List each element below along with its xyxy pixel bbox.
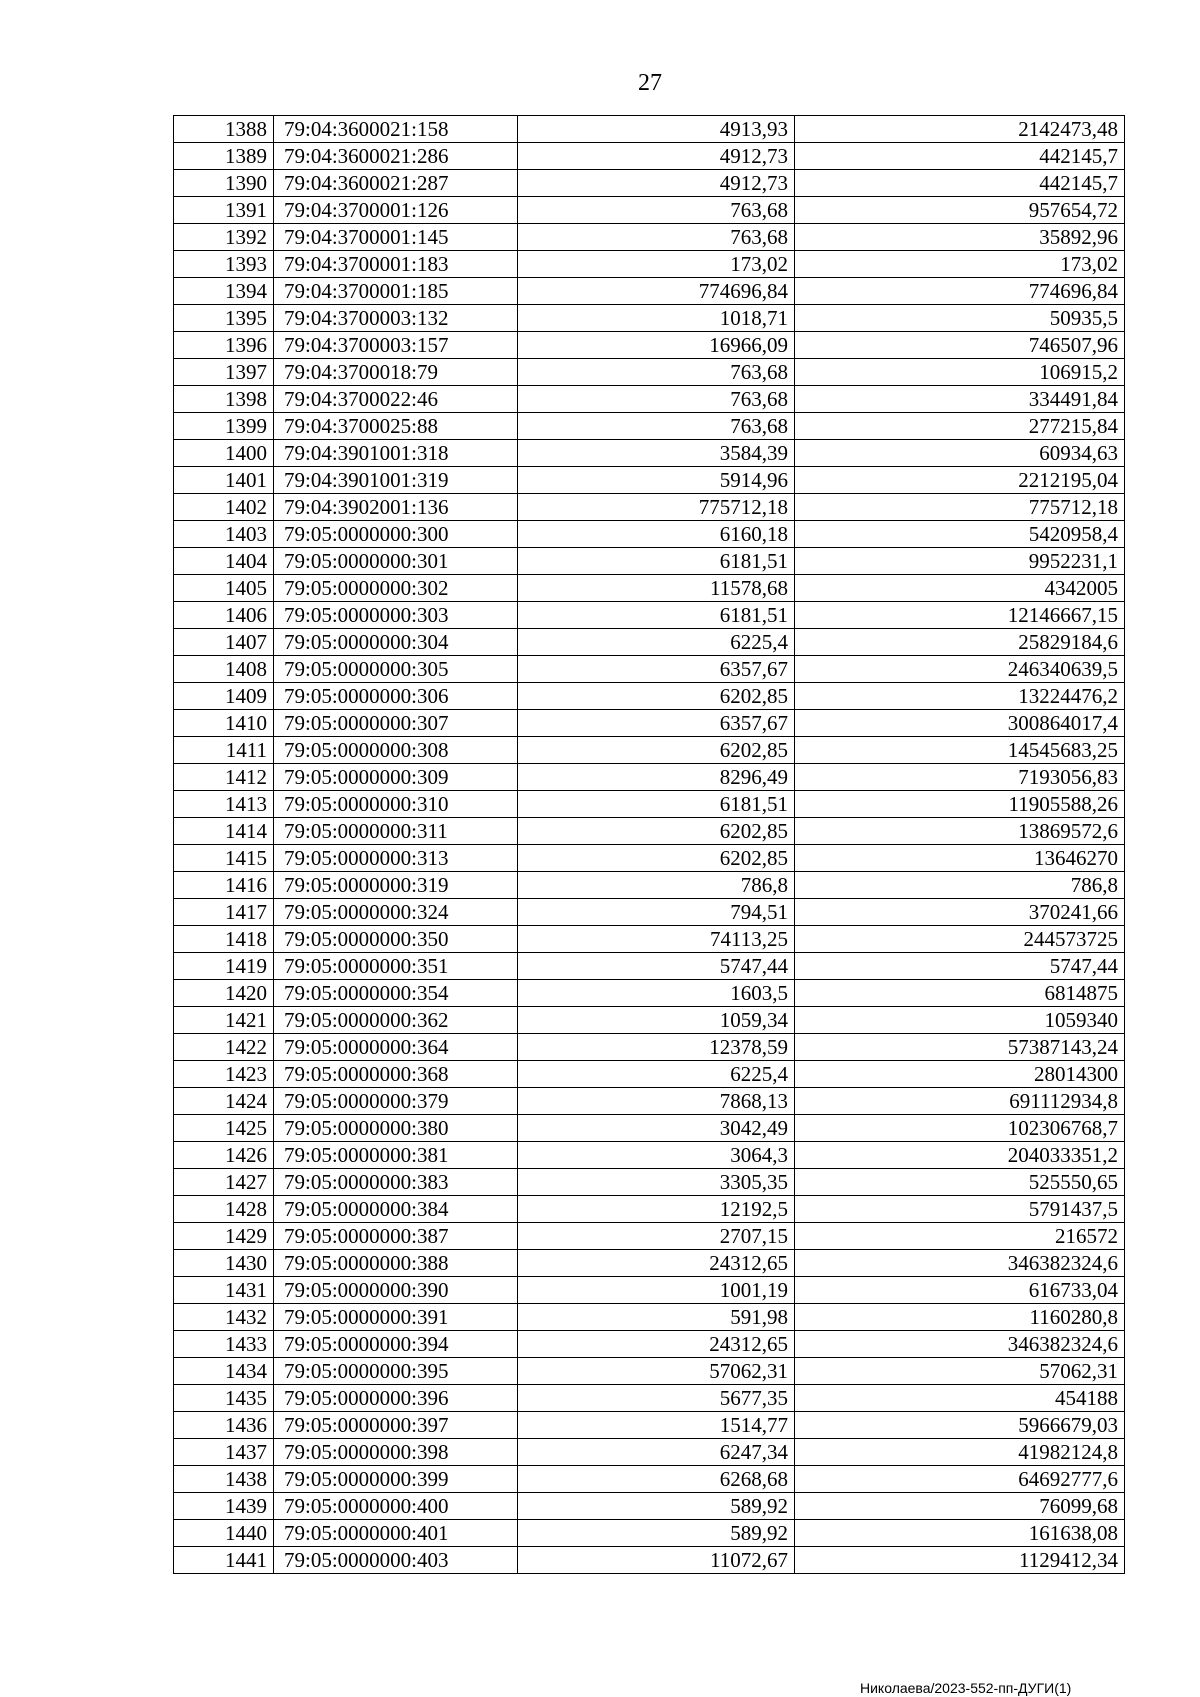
cadastral-number-cell: 79:04:3700003:132 (274, 305, 518, 332)
cadastral-number-cell: 79:05:0000000:383 (274, 1169, 518, 1196)
row-number-cell: 1393 (174, 251, 274, 278)
area-value-cell: 7868,13 (518, 1088, 795, 1115)
row-number-cell: 1391 (174, 197, 274, 224)
area-value-cell: 5677,35 (518, 1385, 795, 1412)
cadastral-number-cell: 79:04:3700003:157 (274, 332, 518, 359)
footer-doc-reference: Николаева/2023-552-пп-ДУГИ(1) (860, 1680, 1072, 1696)
table-row (174, 278, 1125, 305)
table-row (174, 521, 1125, 548)
table-row (174, 386, 1125, 413)
row-number-cell: 1406 (174, 602, 274, 629)
table-body (174, 116, 1125, 1574)
table-row (174, 602, 1125, 629)
row-number-cell: 1423 (174, 1061, 274, 1088)
cost-value-cell: 775712,18 (795, 494, 1125, 521)
table-row (174, 953, 1125, 980)
table-row (174, 1142, 1125, 1169)
area-value-cell: 589,92 (518, 1493, 795, 1520)
cadastral-number-cell: 79:04:3600021:286 (274, 143, 518, 170)
area-value-cell: 4912,73 (518, 143, 795, 170)
cadastral-number-cell: 79:05:0000000:319 (274, 872, 518, 899)
row-number-cell: 1411 (174, 737, 274, 764)
area-value-cell: 6225,4 (518, 629, 795, 656)
cost-value-cell: 4342005 (795, 575, 1125, 602)
cadastral-number-cell: 79:05:0000000:305 (274, 656, 518, 683)
table-row (174, 332, 1125, 359)
row-number-cell: 1438 (174, 1466, 274, 1493)
cost-value-cell: 204033351,2 (795, 1142, 1125, 1169)
cost-value-cell: 102306768,7 (795, 1115, 1125, 1142)
cost-value-cell: 957654,72 (795, 197, 1125, 224)
table-row (174, 872, 1125, 899)
row-number-cell: 1399 (174, 413, 274, 440)
table-row (174, 818, 1125, 845)
row-number-cell: 1437 (174, 1439, 274, 1466)
area-value-cell: 1018,71 (518, 305, 795, 332)
row-number-cell: 1428 (174, 1196, 274, 1223)
cadastral-number-cell: 79:05:0000000:310 (274, 791, 518, 818)
area-value-cell: 763,68 (518, 224, 795, 251)
cost-value-cell: 525550,65 (795, 1169, 1125, 1196)
cost-value-cell: 5420958,4 (795, 521, 1125, 548)
area-value-cell: 3584,39 (518, 440, 795, 467)
cost-value-cell: 6814875 (795, 980, 1125, 1007)
cost-value-cell: 41982124,8 (795, 1439, 1125, 1466)
row-number-cell: 1424 (174, 1088, 274, 1115)
cost-value-cell: 50935,5 (795, 305, 1125, 332)
area-value-cell: 24312,65 (518, 1331, 795, 1358)
row-number-cell: 1405 (174, 575, 274, 602)
table-row (174, 683, 1125, 710)
cost-value-cell: 442145,7 (795, 170, 1125, 197)
cadastral-number-cell: 79:05:0000000:302 (274, 575, 518, 602)
cadastral-number-cell: 79:05:0000000:362 (274, 1007, 518, 1034)
row-number-cell: 1412 (174, 764, 274, 791)
cadastral-number-cell: 79:04:3901001:319 (274, 467, 518, 494)
cost-value-cell: 60934,63 (795, 440, 1125, 467)
area-value-cell: 11578,68 (518, 575, 795, 602)
cadastral-number-cell: 79:05:0000000:364 (274, 1034, 518, 1061)
area-value-cell: 6247,34 (518, 1439, 795, 1466)
table-row (174, 359, 1125, 386)
row-number-cell: 1439 (174, 1493, 274, 1520)
table-row (174, 413, 1125, 440)
table-row (174, 494, 1125, 521)
row-number-cell: 1404 (174, 548, 274, 575)
cadastral-number-cell: 79:05:0000000:311 (274, 818, 518, 845)
table-row (174, 845, 1125, 872)
table-row (174, 1061, 1125, 1088)
row-number-cell: 1436 (174, 1412, 274, 1439)
area-value-cell: 6202,85 (518, 818, 795, 845)
cost-value-cell: 28014300 (795, 1061, 1125, 1088)
table-row (174, 1250, 1125, 1277)
table-row (174, 1169, 1125, 1196)
table-row (174, 1412, 1125, 1439)
area-value-cell: 6160,18 (518, 521, 795, 548)
table-row (174, 926, 1125, 953)
cost-value-cell: 774696,84 (795, 278, 1125, 305)
cadastral-number-cell: 79:05:0000000:403 (274, 1547, 518, 1574)
cost-value-cell: 5966679,03 (795, 1412, 1125, 1439)
cost-value-cell: 1160280,8 (795, 1304, 1125, 1331)
cost-value-cell: 9952231,1 (795, 548, 1125, 575)
cost-value-cell: 334491,84 (795, 386, 1125, 413)
row-number-cell: 1388 (174, 116, 274, 143)
table-row (174, 1277, 1125, 1304)
table-row (174, 1223, 1125, 1250)
cadastral-number-cell: 79:04:3700001:183 (274, 251, 518, 278)
table-row (174, 575, 1125, 602)
row-number-cell: 1401 (174, 467, 274, 494)
cost-value-cell: 76099,68 (795, 1493, 1125, 1520)
cost-value-cell: 691112934,8 (795, 1088, 1125, 1115)
table-row (174, 440, 1125, 467)
table-row (174, 1007, 1125, 1034)
area-value-cell: 11072,67 (518, 1547, 795, 1574)
cost-value-cell: 1059340 (795, 1007, 1125, 1034)
table-row (174, 251, 1125, 278)
row-number-cell: 1414 (174, 818, 274, 845)
cost-value-cell: 25829184,6 (795, 629, 1125, 656)
table-row (174, 1034, 1125, 1061)
table-row (174, 1196, 1125, 1223)
cost-value-cell: 13869572,6 (795, 818, 1125, 845)
data-table (173, 115, 1125, 1574)
cadastral-number-cell: 79:04:3600021:287 (274, 170, 518, 197)
cost-value-cell: 786,8 (795, 872, 1125, 899)
cadastral-number-cell: 79:04:3700022:46 (274, 386, 518, 413)
table-row (174, 980, 1125, 1007)
row-number-cell: 1402 (174, 494, 274, 521)
row-number-cell: 1407 (174, 629, 274, 656)
row-number-cell: 1417 (174, 899, 274, 926)
cadastral-number-cell: 79:05:0000000:309 (274, 764, 518, 791)
cadastral-number-cell: 79:05:0000000:390 (274, 1277, 518, 1304)
cadastral-number-cell: 79:05:0000000:400 (274, 1493, 518, 1520)
row-number-cell: 1413 (174, 791, 274, 818)
row-number-cell: 1392 (174, 224, 274, 251)
area-value-cell: 6225,4 (518, 1061, 795, 1088)
cadastral-number-cell: 79:05:0000000:396 (274, 1385, 518, 1412)
cadastral-number-cell: 79:05:0000000:397 (274, 1412, 518, 1439)
cost-value-cell: 300864017,4 (795, 710, 1125, 737)
row-number-cell: 1390 (174, 170, 274, 197)
table-row (174, 143, 1125, 170)
cost-value-cell: 11905588,26 (795, 791, 1125, 818)
row-number-cell: 1434 (174, 1358, 274, 1385)
table-row (174, 1466, 1125, 1493)
area-value-cell: 3305,35 (518, 1169, 795, 1196)
cadastral-number-cell: 79:05:0000000:354 (274, 980, 518, 1007)
cost-value-cell: 1129412,34 (795, 1547, 1125, 1574)
table-row (174, 764, 1125, 791)
area-value-cell: 6268,68 (518, 1466, 795, 1493)
cost-value-cell: 370241,66 (795, 899, 1125, 926)
cost-value-cell: 5791437,5 (795, 1196, 1125, 1223)
area-value-cell: 775712,18 (518, 494, 795, 521)
row-number-cell: 1430 (174, 1250, 274, 1277)
area-value-cell: 786,8 (518, 872, 795, 899)
row-number-cell: 1395 (174, 305, 274, 332)
area-value-cell: 173,02 (518, 251, 795, 278)
row-number-cell: 1394 (174, 278, 274, 305)
table-row (174, 737, 1125, 764)
cadastral-number-cell: 79:05:0000000:398 (274, 1439, 518, 1466)
cost-value-cell: 2212195,04 (795, 467, 1125, 494)
row-number-cell: 1427 (174, 1169, 274, 1196)
area-value-cell: 589,92 (518, 1520, 795, 1547)
cost-value-cell: 173,02 (795, 251, 1125, 278)
row-number-cell: 1400 (174, 440, 274, 467)
cadastral-number-cell: 79:05:0000000:324 (274, 899, 518, 926)
cost-value-cell: 346382324,6 (795, 1331, 1125, 1358)
area-value-cell: 763,68 (518, 386, 795, 413)
cadastral-number-cell: 79:04:3901001:318 (274, 440, 518, 467)
area-value-cell: 6202,85 (518, 845, 795, 872)
cadastral-number-cell: 79:04:3700018:79 (274, 359, 518, 386)
row-number-cell: 1415 (174, 845, 274, 872)
cadastral-number-cell: 79:04:3700001:126 (274, 197, 518, 224)
area-value-cell: 1603,5 (518, 980, 795, 1007)
cost-value-cell: 346382324,6 (795, 1250, 1125, 1277)
cost-value-cell: 161638,08 (795, 1520, 1125, 1547)
area-value-cell: 6202,85 (518, 683, 795, 710)
area-value-cell: 4912,73 (518, 170, 795, 197)
table-row (174, 629, 1125, 656)
cadastral-number-cell: 79:04:3700025:88 (274, 413, 518, 440)
row-number-cell: 1419 (174, 953, 274, 980)
cost-value-cell: 442145,7 (795, 143, 1125, 170)
cost-value-cell: 7193056,83 (795, 764, 1125, 791)
table-row (174, 1088, 1125, 1115)
area-value-cell: 763,68 (518, 359, 795, 386)
area-value-cell: 6181,51 (518, 548, 795, 575)
row-number-cell: 1403 (174, 521, 274, 548)
area-value-cell: 6202,85 (518, 737, 795, 764)
table-row (174, 791, 1125, 818)
table-row (174, 170, 1125, 197)
row-number-cell: 1426 (174, 1142, 274, 1169)
row-number-cell: 1422 (174, 1034, 274, 1061)
cost-value-cell: 64692777,6 (795, 1466, 1125, 1493)
area-value-cell: 24312,65 (518, 1250, 795, 1277)
row-number-cell: 1396 (174, 332, 274, 359)
area-value-cell: 12192,5 (518, 1196, 795, 1223)
row-number-cell: 1429 (174, 1223, 274, 1250)
table-row (174, 1439, 1125, 1466)
cadastral-number-cell: 79:05:0000000:350 (274, 926, 518, 953)
row-number-cell: 1420 (174, 980, 274, 1007)
area-value-cell: 3064,3 (518, 1142, 795, 1169)
cadastral-number-cell: 79:05:0000000:303 (274, 602, 518, 629)
area-value-cell: 763,68 (518, 413, 795, 440)
row-number-cell: 1397 (174, 359, 274, 386)
table-row (174, 116, 1125, 143)
cadastral-number-cell: 79:05:0000000:306 (274, 683, 518, 710)
data-table-container (173, 115, 1125, 1574)
page-number: 27 (638, 70, 662, 96)
cadastral-number-cell: 79:05:0000000:391 (274, 1304, 518, 1331)
row-number-cell: 1398 (174, 386, 274, 413)
cadastral-number-cell: 79:05:0000000:401 (274, 1520, 518, 1547)
area-value-cell: 16966,09 (518, 332, 795, 359)
table-row (174, 1358, 1125, 1385)
row-number-cell: 1431 (174, 1277, 274, 1304)
cost-value-cell: 216572 (795, 1223, 1125, 1250)
table-row (174, 710, 1125, 737)
cost-value-cell: 57387143,24 (795, 1034, 1125, 1061)
area-value-cell: 1514,77 (518, 1412, 795, 1439)
area-value-cell: 5914,96 (518, 467, 795, 494)
cost-value-cell: 454188 (795, 1385, 1125, 1412)
cadastral-number-cell: 79:05:0000000:379 (274, 1088, 518, 1115)
row-number-cell: 1433 (174, 1331, 274, 1358)
row-number-cell: 1408 (174, 656, 274, 683)
area-value-cell: 57062,31 (518, 1358, 795, 1385)
area-value-cell: 5747,44 (518, 953, 795, 980)
area-value-cell: 3042,49 (518, 1115, 795, 1142)
area-value-cell: 6357,67 (518, 656, 795, 683)
cadastral-number-cell: 79:04:3600021:158 (274, 116, 518, 143)
cost-value-cell: 616733,04 (795, 1277, 1125, 1304)
cadastral-number-cell: 79:05:0000000:394 (274, 1331, 518, 1358)
table-row (174, 305, 1125, 332)
table-row (174, 548, 1125, 575)
cadastral-number-cell: 79:05:0000000:368 (274, 1061, 518, 1088)
cost-value-cell: 277215,84 (795, 413, 1125, 440)
cost-value-cell: 244573725 (795, 926, 1125, 953)
table-row (174, 1547, 1125, 1574)
area-value-cell: 74113,25 (518, 926, 795, 953)
row-number-cell: 1440 (174, 1520, 274, 1547)
row-number-cell: 1416 (174, 872, 274, 899)
cost-value-cell: 5747,44 (795, 953, 1125, 980)
area-value-cell: 4913,93 (518, 116, 795, 143)
row-number-cell: 1441 (174, 1547, 274, 1574)
row-number-cell: 1410 (174, 710, 274, 737)
area-value-cell: 6181,51 (518, 602, 795, 629)
table-row (174, 224, 1125, 251)
area-value-cell: 6181,51 (518, 791, 795, 818)
area-value-cell: 1001,19 (518, 1277, 795, 1304)
cadastral-number-cell: 79:05:0000000:388 (274, 1250, 518, 1277)
cadastral-number-cell: 79:05:0000000:308 (274, 737, 518, 764)
cost-value-cell: 35892,96 (795, 224, 1125, 251)
cadastral-number-cell: 79:05:0000000:395 (274, 1358, 518, 1385)
cost-value-cell: 12146667,15 (795, 602, 1125, 629)
row-number-cell: 1418 (174, 926, 274, 953)
cost-value-cell: 13646270 (795, 845, 1125, 872)
cadastral-number-cell: 79:04:3700001:145 (274, 224, 518, 251)
table-row (174, 1520, 1125, 1547)
cost-value-cell: 246340639,5 (795, 656, 1125, 683)
area-value-cell: 1059,34 (518, 1007, 795, 1034)
table-row (174, 1304, 1125, 1331)
cadastral-number-cell: 79:05:0000000:304 (274, 629, 518, 656)
table-row (174, 1115, 1125, 1142)
table-row (174, 1331, 1125, 1358)
cadastral-number-cell: 79:04:3902001:136 (274, 494, 518, 521)
area-value-cell: 763,68 (518, 197, 795, 224)
area-value-cell: 774696,84 (518, 278, 795, 305)
row-number-cell: 1409 (174, 683, 274, 710)
row-number-cell: 1421 (174, 1007, 274, 1034)
cost-value-cell: 2142473,48 (795, 116, 1125, 143)
row-number-cell: 1425 (174, 1115, 274, 1142)
cadastral-number-cell: 79:05:0000000:301 (274, 548, 518, 575)
cadastral-number-cell: 79:05:0000000:399 (274, 1466, 518, 1493)
row-number-cell: 1432 (174, 1304, 274, 1331)
area-value-cell: 12378,59 (518, 1034, 795, 1061)
area-value-cell: 6357,67 (518, 710, 795, 737)
table-row (174, 1493, 1125, 1520)
cadastral-number-cell: 79:05:0000000:313 (274, 845, 518, 872)
cost-value-cell: 57062,31 (795, 1358, 1125, 1385)
cost-value-cell: 106915,2 (795, 359, 1125, 386)
row-number-cell: 1389 (174, 143, 274, 170)
table-row (174, 899, 1125, 926)
cadastral-number-cell: 79:05:0000000:381 (274, 1142, 518, 1169)
table-row (174, 1385, 1125, 1412)
area-value-cell: 2707,15 (518, 1223, 795, 1250)
row-number-cell: 1435 (174, 1385, 274, 1412)
area-value-cell: 794,51 (518, 899, 795, 926)
cadastral-number-cell: 79:05:0000000:380 (274, 1115, 518, 1142)
cadastral-number-cell: 79:05:0000000:307 (274, 710, 518, 737)
cadastral-number-cell: 79:05:0000000:300 (274, 521, 518, 548)
cadastral-number-cell: 79:04:3700001:185 (274, 278, 518, 305)
cadastral-number-cell: 79:05:0000000:387 (274, 1223, 518, 1250)
area-value-cell: 591,98 (518, 1304, 795, 1331)
cost-value-cell: 13224476,2 (795, 683, 1125, 710)
table-row (174, 467, 1125, 494)
cost-value-cell: 14545683,25 (795, 737, 1125, 764)
table-row (174, 197, 1125, 224)
cadastral-number-cell: 79:05:0000000:351 (274, 953, 518, 980)
cost-value-cell: 746507,96 (795, 332, 1125, 359)
table-row (174, 656, 1125, 683)
area-value-cell: 8296,49 (518, 764, 795, 791)
cadastral-number-cell: 79:05:0000000:384 (274, 1196, 518, 1223)
